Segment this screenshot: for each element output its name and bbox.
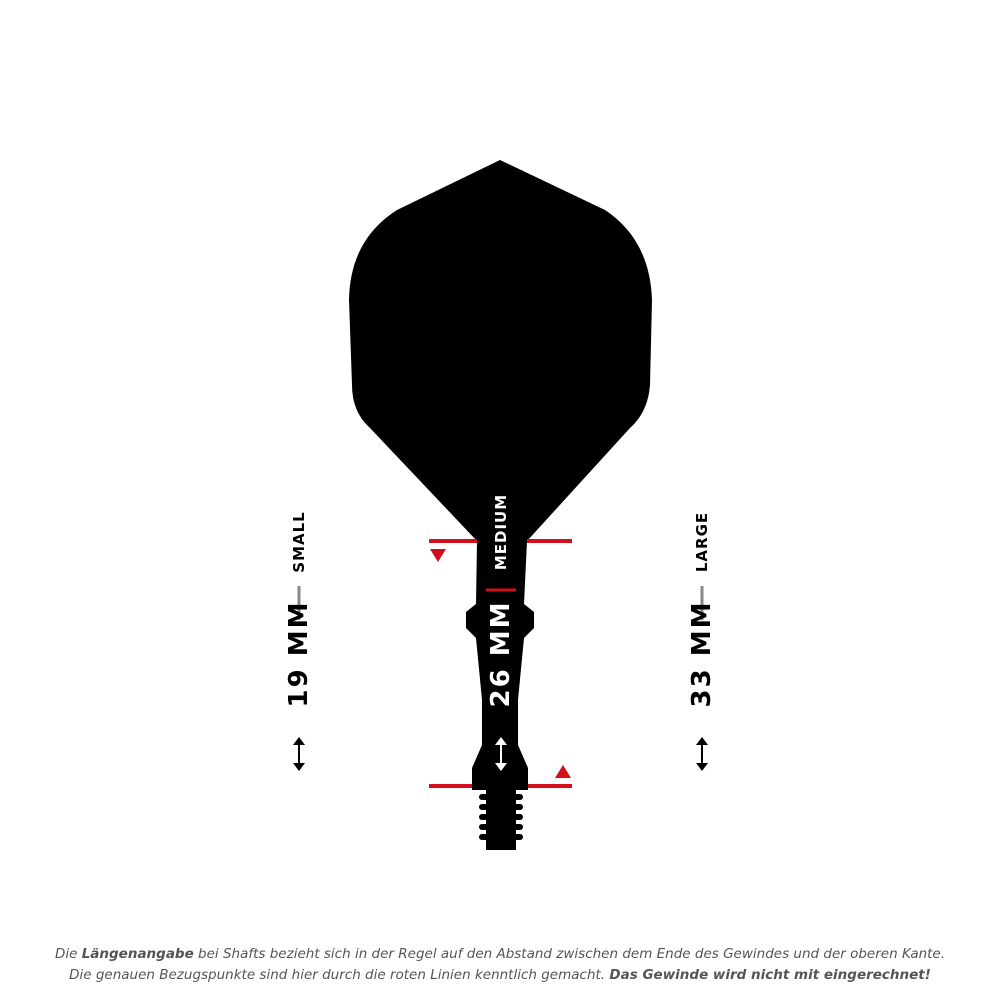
- caption-line-2-bold: Das Gewinde wird nicht mit eingerechnet!: [609, 967, 931, 983]
- small-size-name: SMALL: [290, 511, 308, 573]
- double-headed-vertical-arrow-icon: [292, 737, 306, 771]
- shaft-thread: [479, 788, 523, 850]
- double-headed-vertical-arrow-icon: [494, 737, 508, 771]
- caption-line-1: [0, 944, 1000, 965]
- red-triangle-down-icon: [430, 549, 446, 562]
- medium-size-name: MEDIUM: [492, 493, 510, 571]
- double-headed-vertical-arrow-icon: [695, 737, 709, 771]
- red-triangle-up-icon: [555, 765, 571, 778]
- caption-line-2-prefix: Die genauen Bezugspunkte sind hier durch die roten Linien kenntlich gemacht.: [69, 967, 610, 983]
- large-size-name: LARGE: [693, 511, 711, 573]
- caption-line-1-prefix: Die: [54, 946, 82, 962]
- medium-separator: [486, 589, 516, 592]
- large-size-length: 33 MM: [687, 600, 717, 708]
- medium-size-length: 26 MM: [486, 600, 516, 708]
- caption-line-2: [0, 965, 1000, 986]
- small-size-length: 19 MM: [284, 600, 314, 708]
- caption-line-1-suffix: bei Shafts bezieht sich in der Regel auf den Abstand zwischen dem Ende des Gewindes und der oberen Kante.: [193, 946, 946, 962]
- caption-line-1-bold: Längenangabe: [81, 946, 194, 962]
- caption: [0, 944, 1000, 986]
- dart-flight: [349, 160, 652, 541]
